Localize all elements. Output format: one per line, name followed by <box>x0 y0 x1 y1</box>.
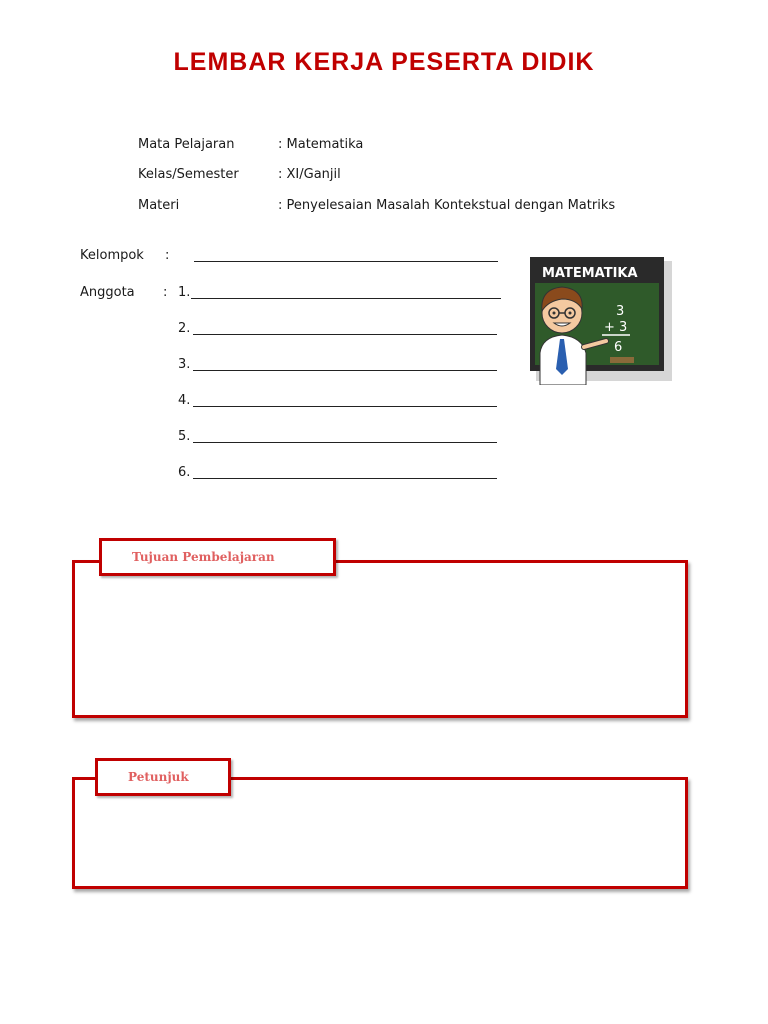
group-name-blank[interactable] <box>194 261 498 262</box>
material-value: : Penyelesaian Masalah Kontekstual dengan Matriks <box>278 198 616 213</box>
math-teacher-illustration <box>530 257 674 385</box>
member-number-6: 6. <box>178 465 191 480</box>
member-number-4: 4. <box>178 393 191 408</box>
class-value: : XI/Ganjil <box>278 167 341 182</box>
members-label: Anggota <box>80 285 135 300</box>
board-title: MATEMATIKA <box>542 266 638 281</box>
class-label: Kelas/Semester <box>138 167 239 182</box>
member-blank-1[interactable] <box>191 298 501 299</box>
member-number-5: 5. <box>178 429 191 444</box>
member-blank-5[interactable] <box>193 442 497 443</box>
instructions-tab: Petunjuk <box>95 758 231 796</box>
material-label: Materi <box>138 198 180 213</box>
member-blank-2[interactable] <box>193 334 497 335</box>
board-sum-line-1: 3 <box>616 304 625 319</box>
member-number-3: 3. <box>178 357 191 372</box>
learning-objectives-tab: Tujuan Pembelajaran <box>99 538 336 576</box>
member-blank-4[interactable] <box>193 406 497 407</box>
learning-objectives-box[interactable] <box>72 560 688 718</box>
member-number-1: 1. <box>178 285 191 300</box>
board-sum-line-3: 6 <box>614 340 623 355</box>
group-colon: : <box>165 248 170 263</box>
member-number-2: 2. <box>178 321 191 336</box>
member-blank-6[interactable] <box>193 478 497 479</box>
page-title: LEMBAR KERJA PESERTA DIDIK <box>173 48 595 76</box>
members-colon: : <box>163 285 168 300</box>
subject-value: : Matematika <box>278 137 364 152</box>
board-sum-line-2: + 3 <box>604 320 628 335</box>
member-blank-3[interactable] <box>193 370 497 371</box>
group-label: Kelompok <box>80 248 144 263</box>
subject-label: Mata Pelajaran <box>138 137 235 152</box>
